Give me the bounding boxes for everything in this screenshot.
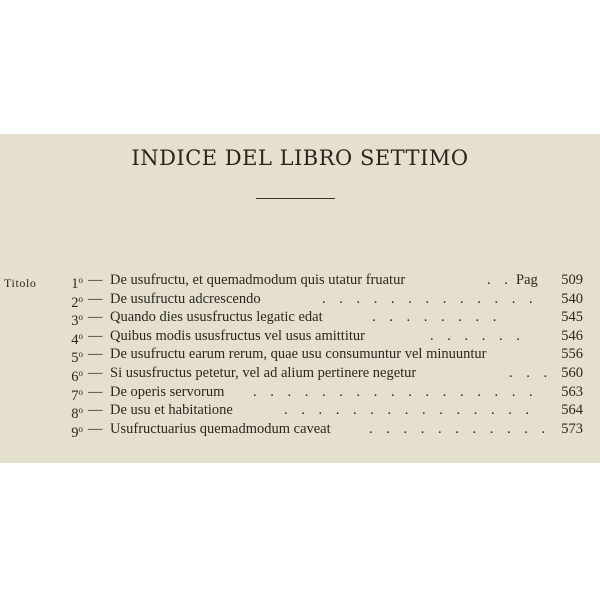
entry-dash: — <box>88 272 103 288</box>
entry-page-number: 509 <box>561 272 583 288</box>
entry-title: Usufructuarius quemadmodum caveat <box>110 420 331 437</box>
entry-dash: — <box>88 365 103 381</box>
titolo-label: Titolo <box>4 276 37 290</box>
entry-number: 3$^o$ <box>71 312 83 330</box>
pag-label: Pag <box>516 272 538 288</box>
index-entry <box>0 363 600 383</box>
entry-dash: — <box>88 309 103 326</box>
entry-leader-dots: . . . . . . . . . . . . . <box>322 290 538 307</box>
entry-title: De usufructu earum rerum, quae usu consumuntur vel minuuntur <box>110 346 487 363</box>
entry-leader-dots: . . . . . . . . . . . . . . . <box>284 402 535 419</box>
entry-page-number: 546 <box>561 327 583 344</box>
index-entry <box>0 307 600 330</box>
index-entry <box>0 382 600 402</box>
index-entry <box>0 400 600 423</box>
entry-dash: — <box>88 402 103 419</box>
entry-title: De usu et habitatione <box>110 402 233 419</box>
entry-leader-dots: . . . . . . . . <box>372 309 502 326</box>
index-entry <box>0 326 600 346</box>
entry-title: De usufructu, et quemadmodum quis utatur fruatur <box>110 272 406 288</box>
title-rule <box>256 198 335 199</box>
index-entry <box>0 289 600 309</box>
index-title: INDICE DEL LIBRO SETTIMO <box>131 146 469 170</box>
entry-number: 4$^o$ <box>71 330 83 348</box>
entry-dash: — <box>88 346 103 363</box>
entry-title: Si ususfructus petetur, vel ad alium pertinere negetur <box>110 365 417 381</box>
entry-number: 6$^o$ <box>71 368 83 385</box>
entry-number: 8$^o$ <box>71 405 83 423</box>
entry-page-number: 560 <box>561 365 583 381</box>
entry-title: Quando dies ususfructus legatic edat <box>110 309 323 326</box>
entry-leader-dots: . . . . . . <box>430 327 525 344</box>
entry-dash: — <box>88 383 103 400</box>
entry-title: De operis servorum <box>110 383 225 400</box>
entry-page-number: 540 <box>561 290 583 307</box>
page-scan <box>0 134 600 463</box>
entry-number: 5$^o$ <box>71 349 83 367</box>
entry-leader-dots: . . <box>487 272 513 288</box>
entry-dash: — <box>88 290 103 307</box>
index-entry <box>0 419 600 439</box>
index-entry <box>0 344 600 367</box>
entry-page-number: 573 <box>561 420 583 437</box>
entry-leader-dots: . . . . . . . . . . . . . . . . . <box>253 383 538 400</box>
entry-page-number: 556 <box>561 346 583 363</box>
entry-number: 7$^o$ <box>71 386 83 404</box>
entry-leader-dots: . . . . . . . . . . . <box>369 420 551 437</box>
entry-number: 1$^o$ <box>71 275 83 292</box>
entry-dash: — <box>88 420 103 437</box>
entry-leader-dots: . . . <box>509 365 553 381</box>
entry-dash: — <box>88 327 103 344</box>
entry-page-number: 563 <box>561 383 583 400</box>
entry-number: 9$^o$ <box>71 423 83 441</box>
entry-page-number: 564 <box>561 402 583 419</box>
entry-title: De usufructu adcrescendo <box>110 290 261 307</box>
index-entry <box>0 270 600 290</box>
entry-title: Quibus modis ususfructus vel usus amittitur <box>110 327 365 344</box>
entry-number: 2$^o$ <box>71 293 83 311</box>
entry-page-number: 545 <box>561 309 583 326</box>
